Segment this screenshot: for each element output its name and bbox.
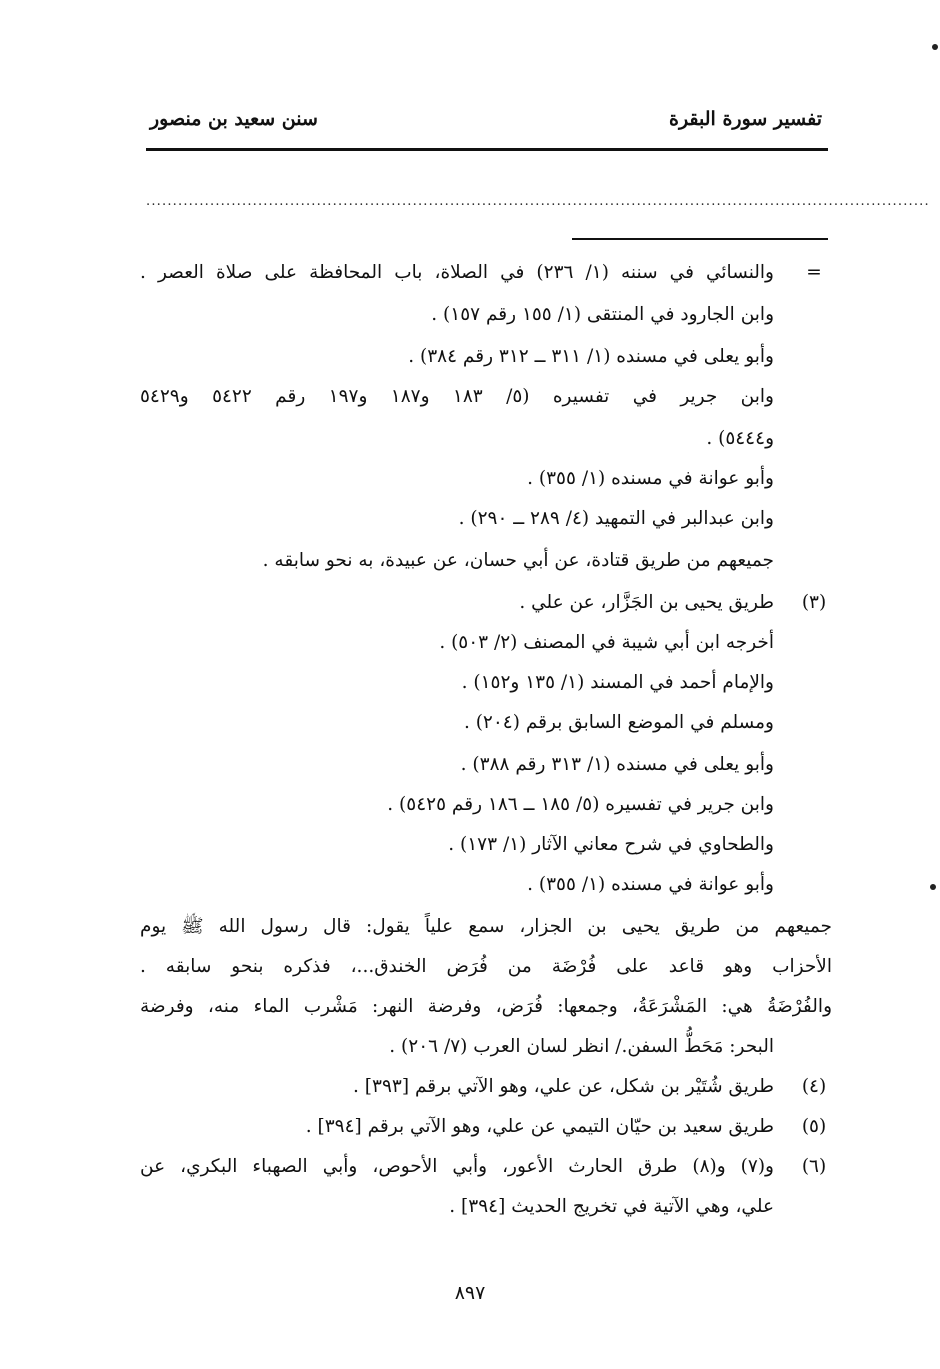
footnote-text: طريق شُتَيْر بن شكل، عن علي، وهو الآتي برقم [٣٩٣] . — [353, 1076, 774, 1097]
footnote-line — [140, 462, 832, 496]
footnote-text: والطحاوي في شرح معاني الآثار (١/ ١٧٣) . — [448, 834, 774, 855]
footnote-text: وأبو يعلى في مسنده (١/ ٣١٣ رقم ٣٨٨) . — [460, 754, 774, 775]
footnote-text: وأبو عوانة في مسنده (١/ ٣٥٥) . — [527, 874, 774, 895]
footnote-text: و٥٤٤٤) . — [706, 428, 774, 449]
footnote-marker: (٣) — [801, 592, 827, 613]
footnote-marker: (٦) — [801, 1156, 827, 1177]
margin-mark — [932, 44, 938, 50]
footnote-line — [140, 298, 832, 332]
dotted-separator: ................................................................................................................................................... — [146, 194, 930, 209]
header-rule — [146, 148, 828, 151]
page-number: ٨٩٧ — [454, 1282, 486, 1304]
footnote-text: وابن عبدالبر في التمهيد (٤/ ٢٨٩ ــ ٢٩٠) . — [458, 508, 774, 529]
footnote-line — [140, 422, 832, 456]
footnote-line — [140, 910, 832, 944]
footnote-text: أخرجه ابن أبي شيبة في المصنف (٢/ ٥٠٣) . — [439, 632, 774, 653]
footnote-text: علي، وهي الآتية في تخريج الحديث [٣٩٤] . — [449, 1196, 774, 1217]
footnote-line — [140, 828, 832, 862]
footnote-line — [140, 868, 832, 902]
footnote-text: جميعهم من طريق يحيى بن الجزار، سمع علياً يقول: قال رسول الله ﷺ يوم — [140, 916, 832, 937]
footnote-line — [140, 990, 832, 1024]
footnote-line — [140, 256, 832, 290]
footnote-marker: (٥) — [801, 1116, 827, 1137]
footnote-line — [140, 502, 832, 536]
running-header-book: سنن سعيد بن منصور — [150, 108, 318, 130]
footnote-text: وأبو عوانة في مسنده (١/ ٣٥٥) . — [527, 468, 774, 489]
footnote-line — [140, 1150, 832, 1184]
footnote-text: والإمام أحمد في المسند (١/ ١٣٥ و١٥٢) . — [461, 672, 774, 693]
footnote-line — [140, 788, 832, 822]
footnote-text: وابن جرير في تفسيره (٥/ ١٨٣ و١٨٧ و١٩٧ رقم ٥٤٢٢ و٥٤٢٩ — [140, 386, 774, 407]
footnote-marker: = — [806, 262, 822, 283]
footnote-text: و(٧) و(٨) طرق الحارث الأعور، وأبي الأحوص، وأبي الصهباء البكري، عن — [140, 1156, 774, 1177]
footnote-text: والفُرْضَةُ هي: المَشْرَعَةُ، وجمعها: فُرَض، وفرضة النهر: مَشْرب الماء منه، وفرضة — [140, 996, 832, 1017]
footnote-line — [140, 1110, 832, 1144]
footnote-line — [140, 544, 832, 578]
footnote-line — [140, 340, 832, 374]
footnote-line — [140, 950, 832, 984]
footnote-text: الأحزاب وهو قاعد على فُرْضَة من فُرَض الخندق...، فذكره بنحو سابقه . — [140, 956, 832, 977]
margin-mark — [930, 884, 936, 890]
footnote-line — [140, 626, 832, 660]
footnote-line — [140, 666, 832, 700]
footnote-text: وابن جرير في تفسيره (٥/ ١٨٥ ــ ١٨٦ رقم ٥٤٢٥) . — [387, 794, 774, 815]
footnote-text: ومسلم في الموضع السابق برقم (٢٠٤) . — [463, 712, 774, 733]
footnote-line — [140, 1070, 832, 1104]
footnote-text: والنسائي في سننه (١/ ٢٣٦) في الصلاة، باب المحافظة على صلاة العصر . — [140, 262, 774, 283]
footnote-line — [140, 586, 832, 620]
footnote-text: البحر: مَحَطُّ السفن./ انظر لسان العرب (٧/ ٢٠٦) . — [389, 1036, 774, 1057]
footnote-rule — [572, 238, 828, 240]
footnote-line — [140, 748, 832, 782]
footnote-text: وابن الجارود في المنتقى (١/ ١٥٥ رقم ١٥٧) . — [431, 304, 774, 325]
footnote-line — [140, 1190, 832, 1224]
footnote-marker: (٤) — [801, 1076, 827, 1097]
footnote-text: جميعهم من طريق قتادة، عن أبي حسان، عن عبيدة، به نحو سابقه . — [262, 550, 774, 571]
running-header-chapter: تفسير سورة البقرة — [668, 108, 822, 130]
footnote-text: طريق سعيد بن حيّان التيمي عن علي، وهو الآتي برقم [٣٩٤] . — [305, 1116, 774, 1137]
footnote-line — [140, 706, 832, 740]
footnote-line — [140, 380, 832, 414]
footnote-text: وأبو يعلى في مسنده (١/ ٣١١ ــ ٣١٢ رقم ٣٨٤) . — [408, 346, 774, 367]
footnote-line — [140, 1030, 832, 1064]
footnote-text: طريق يحيى بن الجَزَّار، عن علي . — [519, 592, 774, 613]
